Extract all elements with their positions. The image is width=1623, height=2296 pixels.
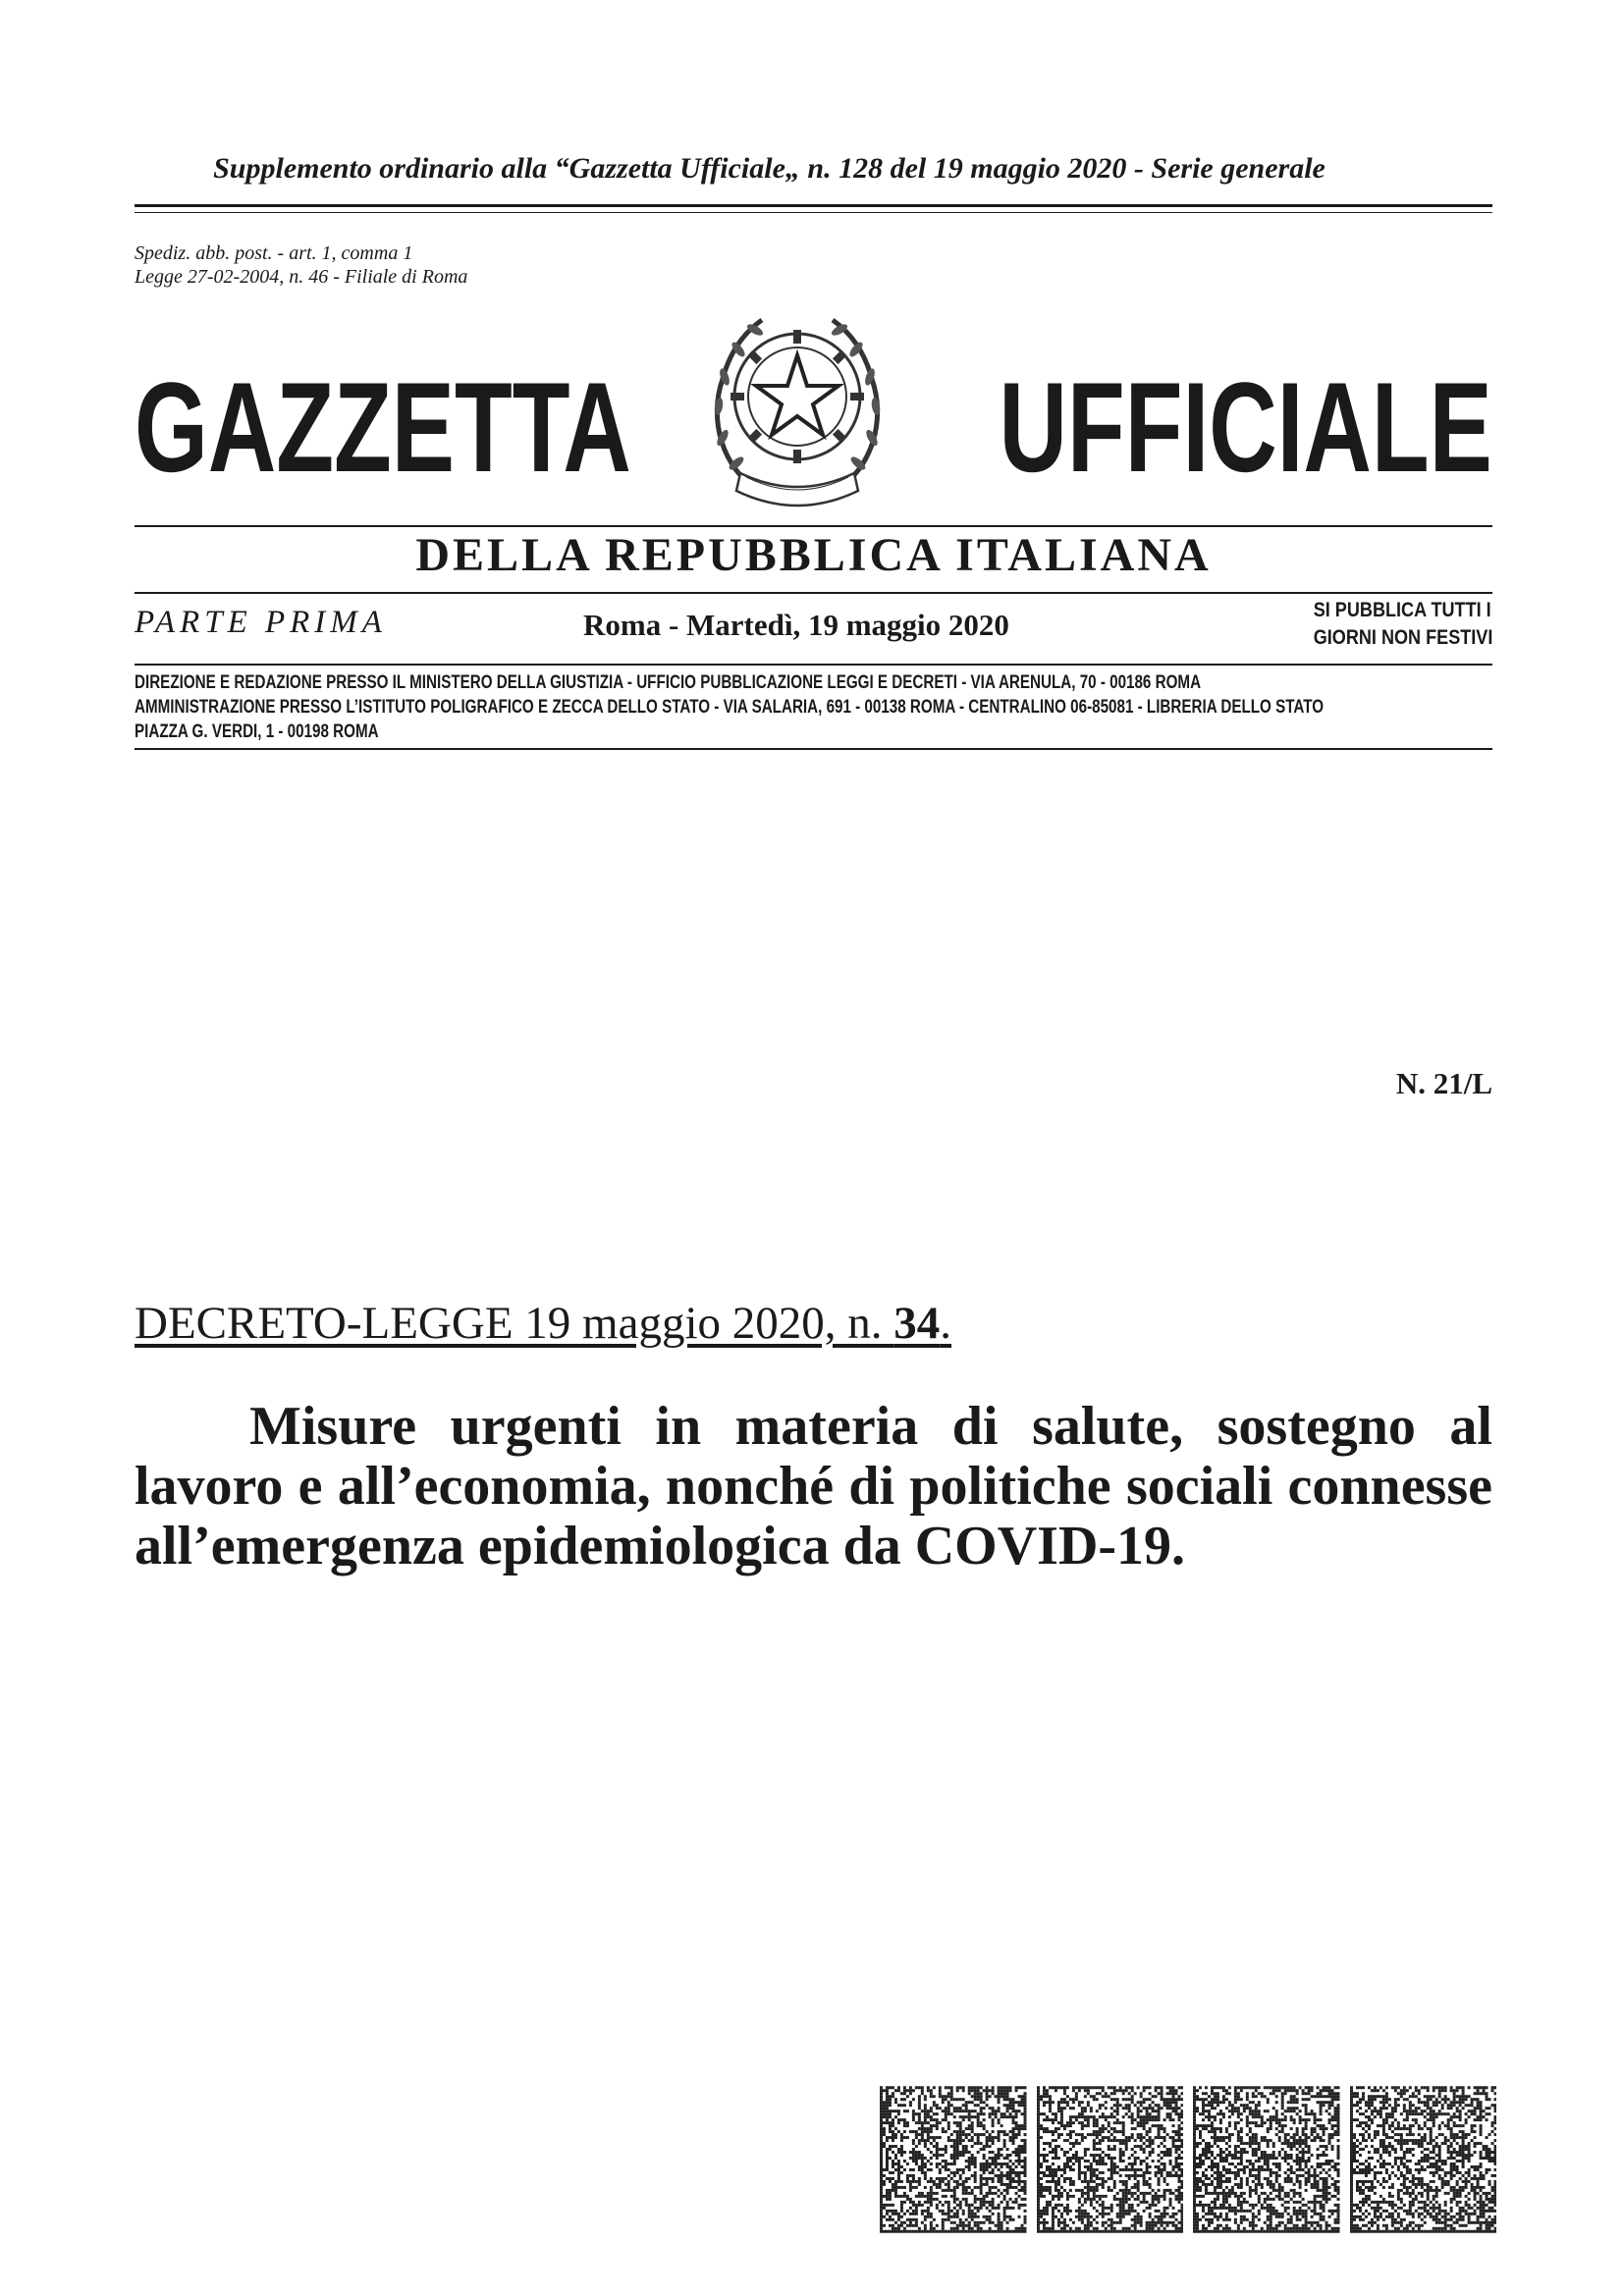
masthead-subtitle: DELLA REPUBBLICA ITALIANA [415, 529, 1212, 581]
decree-heading-suffix: . [940, 1298, 952, 1349]
address-line-2: AMMINISTRAZIONE PRESSO L’ISTITUTO POLIGRAFICO E ZECCA DELLO STATO - VIA SALARIA, 691 - 00138 ROMA - CENTRALINO 06-85081 - LIBRERIA DELLO STATO [135, 697, 1325, 718]
masthead-left-word: GAZZETTA [135, 355, 631, 499]
postal-line-2: Legge 27-02-2004, n. 46 - Filiale di Roma [135, 266, 468, 288]
masthead-rule [135, 525, 1492, 527]
postal-notice [135, 241, 467, 289]
edition-part: PARTE PRIMA [135, 605, 387, 640]
edition-date: Roma - Martedì, 19 maggio 2020 [583, 608, 1009, 642]
address-block [135, 670, 1492, 744]
address-line-3: PIAZZA G. VERDI, 1 - 00198 ROMA [135, 721, 379, 742]
datamatrix-code-icon [1037, 2086, 1184, 2235]
publication-schedule [1313, 597, 1492, 652]
datamatrix-code-icon [1193, 2086, 1340, 2235]
address-rule-bottom [135, 748, 1492, 750]
decree-heading [135, 1297, 951, 1350]
decree-title: Misure urgenti in materia di salute, sostegno al lavoro e all’economia, nonché di politiche sociali connesse all’emergenza epidemiologica da COVID-19. [135, 1396, 1492, 1576]
subtitle-rule [135, 592, 1492, 594]
masthead-right-word: UFFICIALE [999, 355, 1492, 499]
issue-number: N. 21/L [1395, 1066, 1492, 1100]
postal-line-1: Spediz. abb. post. - art. 1, comma 1 [135, 242, 413, 264]
decree-heading-prefix: DECRETO-LEGGE 19 maggio 2020, n. [135, 1298, 894, 1349]
header-rule-top [135, 204, 1492, 207]
datamatrix-code-icon [1350, 2086, 1497, 2235]
publication-line-2: GIORNI NON FESTIVI [1313, 626, 1492, 649]
supplement-line: Supplemento ordinario alla “Gazzetta Ufficiale„ n. 128 del 19 maggio 2020 - Serie generale [213, 152, 1325, 185]
address-rule-top [135, 664, 1492, 666]
datamatrix-codes [880, 2086, 1496, 2235]
decree-number: 34 [893, 1298, 941, 1349]
italian-republic-emblem-icon [701, 291, 893, 522]
header-rule-thin [135, 212, 1492, 213]
datamatrix-code-icon [880, 2086, 1027, 2235]
publication-line-1: SI PUBBLICA TUTTI I [1313, 599, 1491, 621]
address-line-1: DIREZIONE E REDAZIONE PRESSO IL MINISTERO DELLA GIUSTIZIA - UFFICIO PUBBLICAZIONE LEGGI E DECRETI - VIA ARENULA, 70 - 00186 ROMA [135, 672, 1202, 693]
